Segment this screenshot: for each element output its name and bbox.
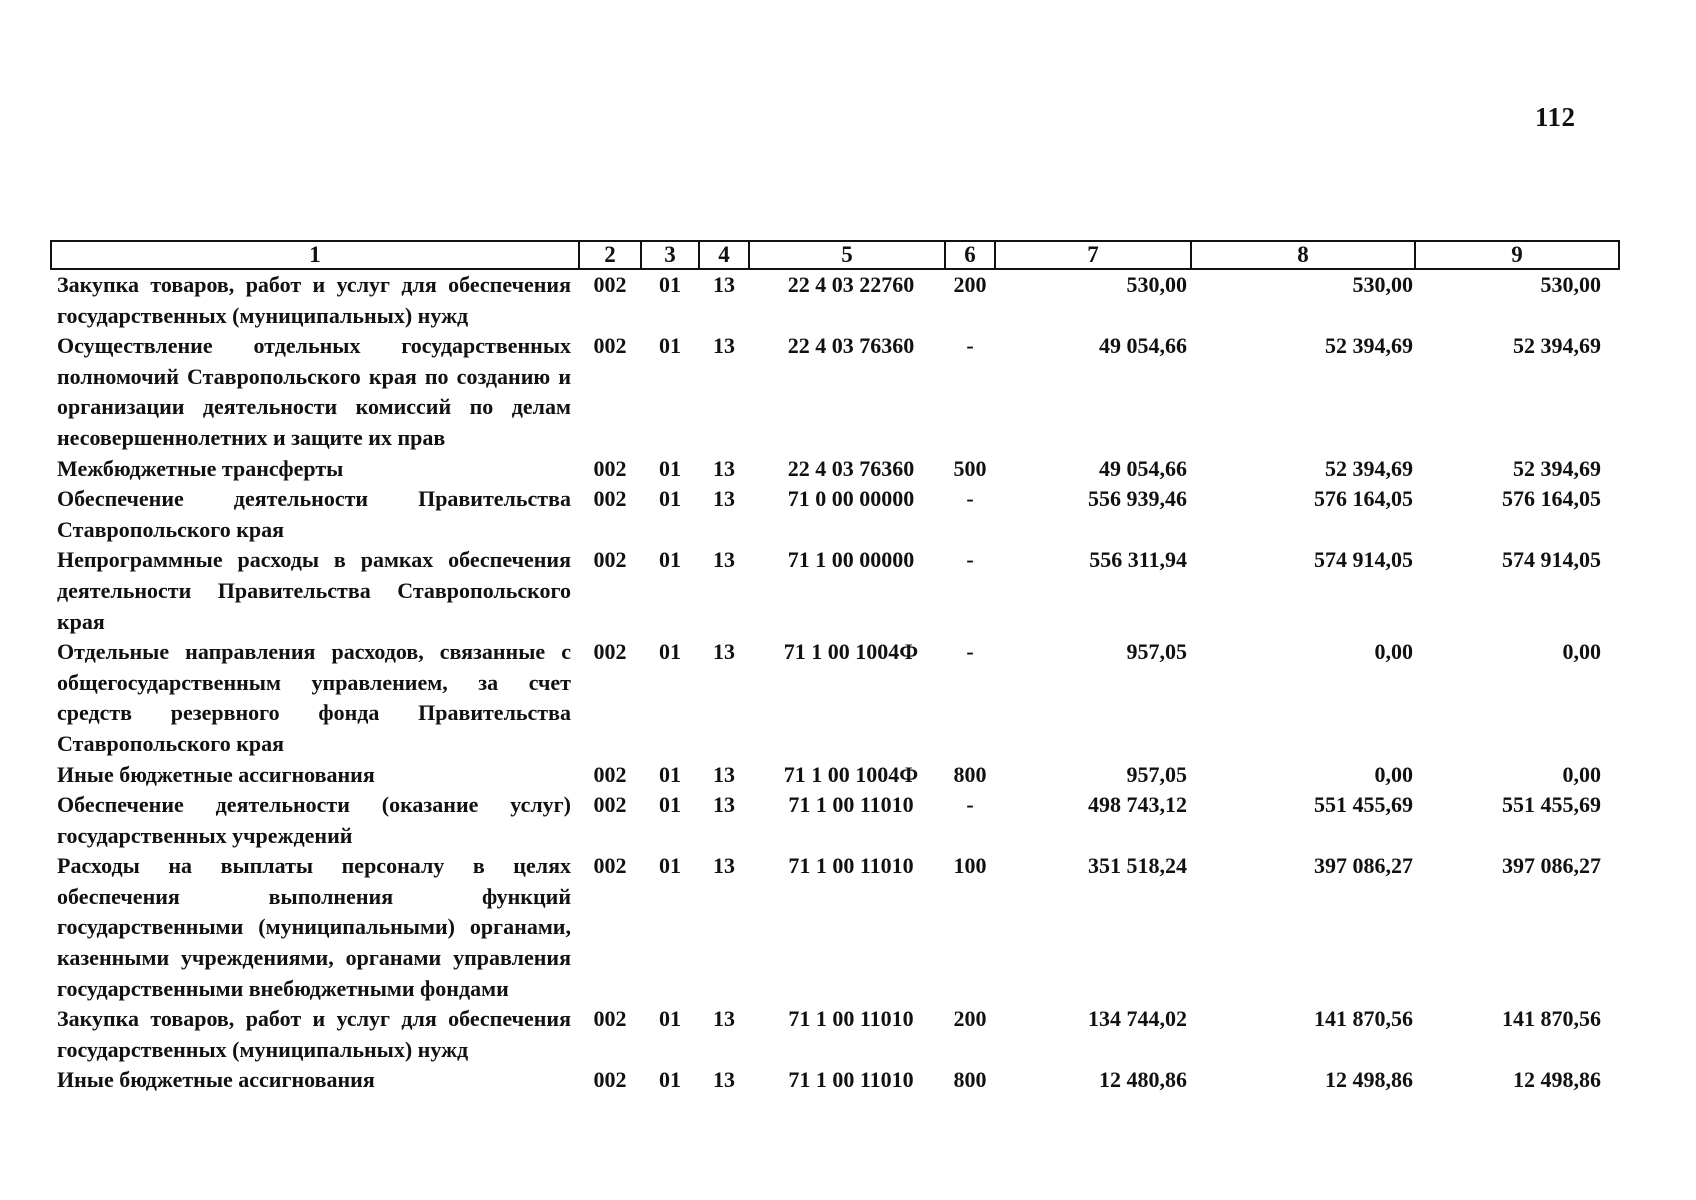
- target-article-code: 71 1 00 1004Ф: [783, 639, 919, 665]
- subsection-code: 13: [713, 761, 735, 787]
- amount-col-7: 134 744,02: [1088, 1006, 1187, 1032]
- section-code: 01: [659, 547, 681, 573]
- subsection-code: 13: [713, 853, 735, 879]
- subsection-code: 13: [713, 455, 735, 481]
- section-code: 01: [659, 272, 681, 297]
- amount-col-8: 397 086,27: [1314, 853, 1413, 879]
- expense-type-code: 500: [953, 455, 987, 481]
- ministry-code: 002: [593, 761, 627, 787]
- ministry-code: 002: [593, 486, 627, 512]
- amount-col-9: 576 164,05: [1502, 486, 1601, 512]
- target-article-code: 71 1 00 1004Ф: [783, 761, 919, 787]
- amount-col-7: 49 054,66: [1099, 333, 1187, 359]
- section-code: 01: [659, 792, 681, 818]
- amount-col-7: 957,05: [1126, 639, 1187, 665]
- expense-name: Иные бюджетные ассигнования: [57, 1067, 375, 1093]
- target-article-code: 22 4 03 76360: [787, 455, 915, 481]
- amount-col-9: 52 394,69: [1513, 455, 1601, 481]
- header-col-3: 3: [641, 241, 699, 269]
- subsection-code: 13: [713, 547, 735, 573]
- table-row: [51, 851, 1619, 1004]
- amount-col-8: 52 394,69: [1325, 333, 1413, 359]
- target-article-code: 22 4 03 22760: [787, 272, 915, 297]
- expense-type-code: -: [966, 486, 974, 512]
- ministry-code: 002: [593, 333, 627, 359]
- amount-col-9: 52 394,69: [1513, 333, 1601, 359]
- ministry-code: 002: [593, 547, 627, 573]
- amount-col-7: 49 054,66: [1099, 455, 1187, 481]
- amount-col-9: 574 914,05: [1502, 547, 1601, 573]
- header-col-1: 1: [51, 241, 579, 269]
- ministry-code: 002: [593, 272, 627, 297]
- header-col-4: 4: [699, 241, 749, 269]
- expense-name: Иные бюджетные ассигнования: [57, 761, 375, 787]
- header-row: [51, 241, 1619, 269]
- ministry-code: 002: [593, 639, 627, 665]
- header-col-8: 8: [1191, 241, 1415, 269]
- expense-name: Непрограммные расходы в рамках обеспечения деятельности Правительства Ставропольского края: [57, 547, 571, 634]
- amount-col-7: 530,00: [1126, 272, 1187, 297]
- amount-col-7: 957,05: [1126, 761, 1187, 787]
- table-row: [51, 1004, 1619, 1065]
- table-row: [51, 545, 1619, 637]
- ministry-code: 002: [593, 792, 627, 818]
- amount-col-9: 0,00: [1562, 639, 1601, 665]
- table-row: [51, 484, 1619, 545]
- section-code: 01: [659, 333, 681, 359]
- expense-name: Осуществление отдельных государственных полномочий Ставропольского края по созданию и организации деятельности комиссий по делам несовершеннолетних и защите их прав: [57, 333, 571, 450]
- target-article-code: 71 1 00 11010: [788, 853, 914, 879]
- section-code: 01: [659, 761, 681, 787]
- amount-col-8: 52 394,69: [1325, 455, 1413, 481]
- amount-col-8: 12 498,86: [1325, 1067, 1413, 1093]
- ministry-code: 002: [593, 455, 627, 481]
- amount-col-7: 556 311,94: [1089, 547, 1187, 573]
- amount-col-9: 12 498,86: [1513, 1067, 1601, 1093]
- header-col-2: 2: [579, 241, 641, 269]
- table-header: [51, 241, 1619, 269]
- table-row: [51, 760, 1619, 791]
- target-article-code: 71 1 00 11010: [788, 792, 914, 818]
- target-article-code: 71 0 00 00000: [787, 486, 915, 512]
- amount-col-9: 397 086,27: [1502, 853, 1601, 879]
- expense-type-code: 800: [953, 761, 987, 787]
- table-row: [51, 454, 1619, 485]
- target-article-code: 71 1 00 00000: [787, 547, 915, 573]
- ministry-code: 002: [593, 1067, 627, 1093]
- expense-type-code: 800: [953, 1067, 987, 1093]
- amount-col-9: 551 455,69: [1502, 792, 1601, 818]
- expense-type-code: -: [966, 547, 974, 573]
- subsection-code: 13: [713, 1067, 735, 1093]
- section-code: 01: [659, 486, 681, 512]
- subsection-code: 13: [713, 486, 735, 512]
- subsection-code: 13: [713, 639, 735, 665]
- expense-type-code: 200: [953, 272, 987, 297]
- expense-name: Межбюджетные трансферты: [57, 455, 344, 481]
- amount-col-7: 12 480,86: [1099, 1067, 1187, 1093]
- expense-type-code: 200: [953, 1006, 987, 1032]
- header-col-7: 7: [995, 241, 1191, 269]
- section-code: 01: [659, 853, 681, 879]
- amount-col-9: 0,00: [1562, 761, 1601, 787]
- table-row: [51, 637, 1619, 759]
- expense-name: Закупка товаров, работ и услуг для обеспечения государственных (муниципальных) нужд: [57, 272, 571, 328]
- table-row: [51, 269, 1619, 331]
- target-article-code: 71 1 00 11010: [788, 1006, 914, 1032]
- table-row: [51, 331, 1619, 453]
- section-code: 01: [659, 1006, 681, 1032]
- budget-table: [50, 240, 1620, 1096]
- ministry-code: 002: [593, 853, 627, 879]
- expense-name: Расходы на выплаты персоналу в целях обеспечения выполнения функций государственными (муниципальными) органами, казенными учреждениями, органами управления государственными внебюджетными фондами: [57, 853, 571, 1001]
- ministry-code: 002: [593, 1006, 627, 1032]
- table-body: [51, 269, 1619, 1096]
- subsection-code: 13: [713, 272, 735, 297]
- amount-col-8: 0,00: [1374, 761, 1413, 787]
- expense-name: Закупка товаров, работ и услуг для обеспечения государственных (муниципальных) нужд: [57, 1006, 571, 1062]
- section-code: 01: [659, 455, 681, 481]
- expense-name: Обеспечение деятельности (оказание услуг) государственных учреждений: [57, 792, 571, 848]
- amount-col-9: 141 870,56: [1502, 1006, 1601, 1032]
- table-row: [51, 790, 1619, 851]
- page-number: 112: [1535, 102, 1576, 132]
- table-row: [51, 1065, 1619, 1096]
- expense-name: Обеспечение деятельности Правительства Ставропольского края: [57, 486, 571, 542]
- subsection-code: 13: [713, 333, 735, 359]
- amount-col-8: 0,00: [1374, 639, 1413, 665]
- expense-type-code: -: [966, 792, 974, 818]
- subsection-code: 13: [713, 792, 735, 818]
- amount-col-8: 576 164,05: [1314, 486, 1413, 512]
- amount-col-7: 351 518,24: [1088, 853, 1187, 879]
- amount-col-8: 551 455,69: [1314, 792, 1413, 818]
- subsection-code: 13: [713, 1006, 735, 1032]
- header-col-6: 6: [945, 241, 995, 269]
- header-col-9: 9: [1415, 241, 1619, 269]
- expense-type-code: -: [966, 333, 974, 359]
- expense-type-code: -: [966, 639, 974, 665]
- amount-col-8: 574 914,05: [1314, 547, 1413, 573]
- section-code: 01: [659, 1067, 681, 1093]
- header-col-5: 5: [749, 241, 945, 269]
- section-code: 01: [659, 639, 681, 665]
- amount-col-8: 530,00: [1352, 272, 1413, 297]
- expense-type-code: 100: [953, 853, 987, 879]
- amount-col-8: 141 870,56: [1314, 1006, 1413, 1032]
- amount-col-7: 556 939,46: [1088, 486, 1187, 512]
- target-article-code: 22 4 03 76360: [787, 333, 915, 359]
- amount-col-7: 498 743,12: [1088, 792, 1187, 818]
- expense-name: Отдельные направления расходов, связанные с общегосударственным управлением, за счет средств резервного фонда Правительства Ставропольского края: [57, 639, 571, 756]
- amount-col-9: 530,00: [1540, 272, 1601, 297]
- target-article-code: 71 1 00 11010: [788, 1067, 914, 1093]
